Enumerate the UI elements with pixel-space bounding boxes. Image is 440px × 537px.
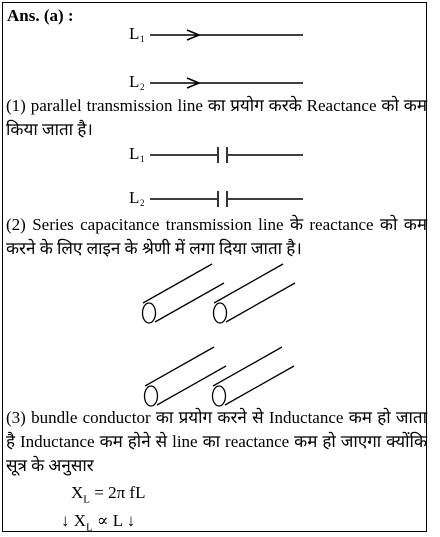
formula-x-sub: L (83, 493, 91, 506)
series-capacitor-figure (3, 139, 428, 211)
formula-pre: ↓ X (61, 511, 87, 530)
label-l1: L (129, 24, 140, 43)
label-l1: L (129, 144, 140, 163)
parallel-lines-figure (3, 21, 428, 101)
label-l1-sub: 1 (140, 154, 145, 164)
formula-rhs: = 2π fL (90, 483, 146, 502)
answer-heading: Ans. (a) : (7, 6, 74, 25)
point-1-text: (1) parallel transmission line का प्रयोग करके Reactance को कम किया जाता है। (6, 96, 427, 139)
point-2-text: (2) Series capacitance transmission line के reactance को कम करने के लिए लाइन के श्रेणी में लगा दिया जाता है। (6, 215, 427, 258)
formula-reactance (71, 483, 145, 505)
conductor-cylinder (143, 264, 225, 323)
conductor-cylinder (213, 347, 295, 406)
label-l2: L (129, 72, 140, 91)
label-l1-sub: 1 (140, 34, 145, 44)
formula-proportional (61, 511, 135, 533)
label-l2-sub: 2 (140, 82, 145, 92)
formula-x: X (71, 483, 84, 502)
conductor-cylinder (214, 264, 296, 323)
formula-post: ∝ L ↓ (92, 511, 136, 530)
bundle-conductor-figure (3, 261, 428, 406)
label-l2: L (129, 188, 140, 207)
answer-box (2, 2, 427, 532)
label-l2-sub: 2 (140, 198, 145, 208)
formula-pre-sub: L (86, 521, 93, 534)
point-3-text: (3) bundle conductor का प्रयोग करने से Inductance कम हो जाता है Inductance कम होने से line का reactance कम हो जाएगा क्योंकि सूत्र के अनुसार (6, 408, 427, 475)
